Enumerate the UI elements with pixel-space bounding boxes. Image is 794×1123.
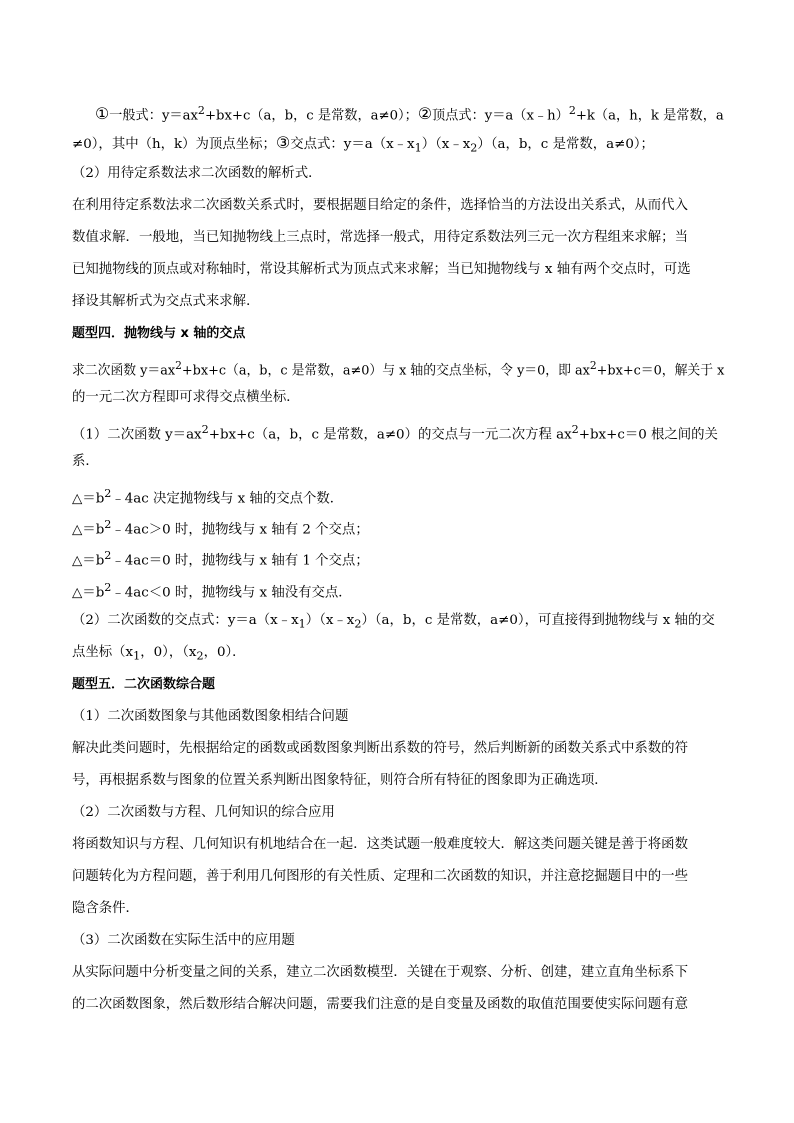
subscript: 1	[133, 649, 141, 663]
text-segment: ﹣4ac＜0 时，抛物线与 x 轴没有交点．	[111, 585, 352, 601]
superscript: 2	[568, 104, 576, 117]
subscript: 1	[298, 617, 306, 631]
text-line: 系．	[72, 454, 99, 469]
subscript: 2	[354, 617, 362, 631]
text-line: 隐含条件．	[72, 901, 139, 916]
text-line: 数值求解．一般地，当已知抛物线上三点时，常选择一般式，用待定系数法列三元一次方程组来求解；当	[72, 230, 688, 245]
text-line: 号，再根据系数与图象的位置关系判断出图象特征，则符合所有特征的图象即为正确选项．	[72, 773, 608, 788]
text-segment: △＝b	[72, 522, 105, 538]
superscript: 2	[197, 104, 205, 117]
subscript: 2	[196, 649, 204, 663]
text-segment: +bx+c（a，b，c 是常数，a≠0）的交点与一元二次方程 ax	[208, 427, 572, 443]
text-segment: ≠0），其中（h，k）为顶点坐标；	[72, 137, 276, 152]
superscript: 2	[589, 359, 597, 372]
subscript: 2	[470, 141, 478, 155]
text-segment: ﹣4ac＞0 时，抛物线与 x 轴有 2 个交点；	[111, 522, 369, 538]
circled-number-2: ②	[417, 104, 432, 124]
text-segment: （2）二次函数的交点式：y＝a（x﹣x	[72, 613, 299, 628]
superscript: 2	[104, 518, 112, 531]
text-segment: （1）二次函数 y＝ax	[72, 427, 202, 443]
text-line: 将函数知识与方程、几何知识有机地结合在一起．这类试题一般难度较大．解这类问题关键是善于将函数	[72, 837, 688, 852]
text-line	[72, 133, 654, 159]
text-line	[72, 643, 246, 667]
text-segment: +k（a，h，k 是常数，a	[575, 108, 724, 124]
text-line	[95, 101, 724, 126]
circled-number-1: ①	[95, 104, 110, 124]
text-line	[72, 546, 369, 571]
text-segment: ，0），（x	[140, 645, 197, 660]
text-line: （2）二次函数与方程、几何知识的综合应用	[72, 805, 335, 820]
text-segment: 顶点式：y＝a（x﹣h）	[431, 108, 569, 124]
text-line: 在利用待定系数法求二次函数关系式时，要根据题目给定的条件，选择恰当的方法设出关系式，从而代入	[72, 198, 688, 213]
subscript: 1	[414, 141, 422, 155]
text-segment: ﹣4ac 决定抛物线与 x 轴的交点个数．	[111, 491, 344, 507]
text-segment: ）（a，b，c 是常数，a≠0）；	[477, 137, 654, 152]
superscript: 2	[201, 423, 209, 436]
text-line: （2）用待定系数法求二次函数的解析式．	[72, 166, 322, 181]
text-segment: ﹣4ac＝0 时，抛物线与 x 轴有 1 个交点；	[111, 553, 369, 569]
text-segment: ）（x﹣x	[305, 613, 355, 628]
text-line	[72, 578, 352, 603]
text-segment: △＝b	[72, 585, 105, 601]
text-line: 从实际问题中分析变量之间的关系，建立二次函数模型．关键在于观察、分析、创建，建立直角坐标系下	[72, 965, 688, 980]
text-segment: 一般式：y＝ax	[109, 108, 198, 124]
superscript: 2	[104, 549, 112, 562]
superscript: 2	[571, 423, 579, 436]
superscript: 2	[175, 359, 182, 372]
superscript: 2	[104, 487, 112, 500]
text-segment: 点坐标（x	[72, 645, 134, 660]
text-segment: ，0）．	[203, 645, 246, 660]
text-segment: +bx+c＝0 根之间的关	[578, 427, 718, 443]
text-segment: △＝b	[72, 553, 105, 569]
text-line	[72, 515, 369, 540]
text-line	[72, 611, 715, 635]
superscript: 2	[104, 581, 112, 594]
text-line: 问题转化为方程问题，善于利用几何图形的有关性质、定理和二次函数的知识，并注意挖掘题目中的一些	[72, 869, 688, 884]
text-segment: 交点式：y＝a（x﹣x	[290, 137, 415, 152]
section-heading: 题型五．二次函数综合题	[72, 677, 216, 692]
section-heading: 题型四．抛物线与 x 轴的交点	[72, 326, 246, 341]
text-segment: ）（a，b，c 是常数，a≠0），可直接得到抛物线与 x 轴的交	[361, 613, 715, 628]
text-line	[72, 420, 718, 445]
text-segment: +bx+c＝0，解关于 x	[596, 363, 725, 379]
text-segment: ）（x﹣x	[421, 137, 471, 152]
text-segment: +bx+c（a，b，c 是常数，a≠0）与 x 轴的交点坐标，令 y＝0，即 ax	[181, 363, 590, 379]
text-line: 解决此类问题时，先根据给定的函数或函数图象判断出系数的符号，然后判断新的函数关系式中系数的符	[72, 741, 688, 756]
text-line: （1）二次函数图象与其他函数图象相结合问题	[72, 709, 349, 724]
circled-number-3: ③	[275, 133, 291, 152]
text-line: （3）二次函数在实际生活中的应用题	[72, 933, 295, 948]
text-line	[72, 484, 343, 509]
text-line	[72, 356, 724, 381]
text-line: 的一元二次方程即可求得交点横坐标．	[72, 390, 300, 405]
text-line: 已知抛物线的顶点或对称轴时，常设其解析式为顶点式来求解；当已知抛物线与 x 轴有两个交点时，可选	[72, 262, 691, 277]
text-segment: △＝b	[72, 491, 105, 507]
text-line: 择设其解析式为交点式来求解．	[72, 294, 260, 309]
text-segment: +bx+c（a，b，c 是常数，a≠0）；	[204, 108, 418, 124]
text-segment: 求二次函数 y＝ax	[72, 363, 176, 379]
text-line: 的二次函数图象，然后数形结合解决问题，需要我们注意的是自变量及函数的取值范围要使实际问题有意	[72, 997, 688, 1012]
